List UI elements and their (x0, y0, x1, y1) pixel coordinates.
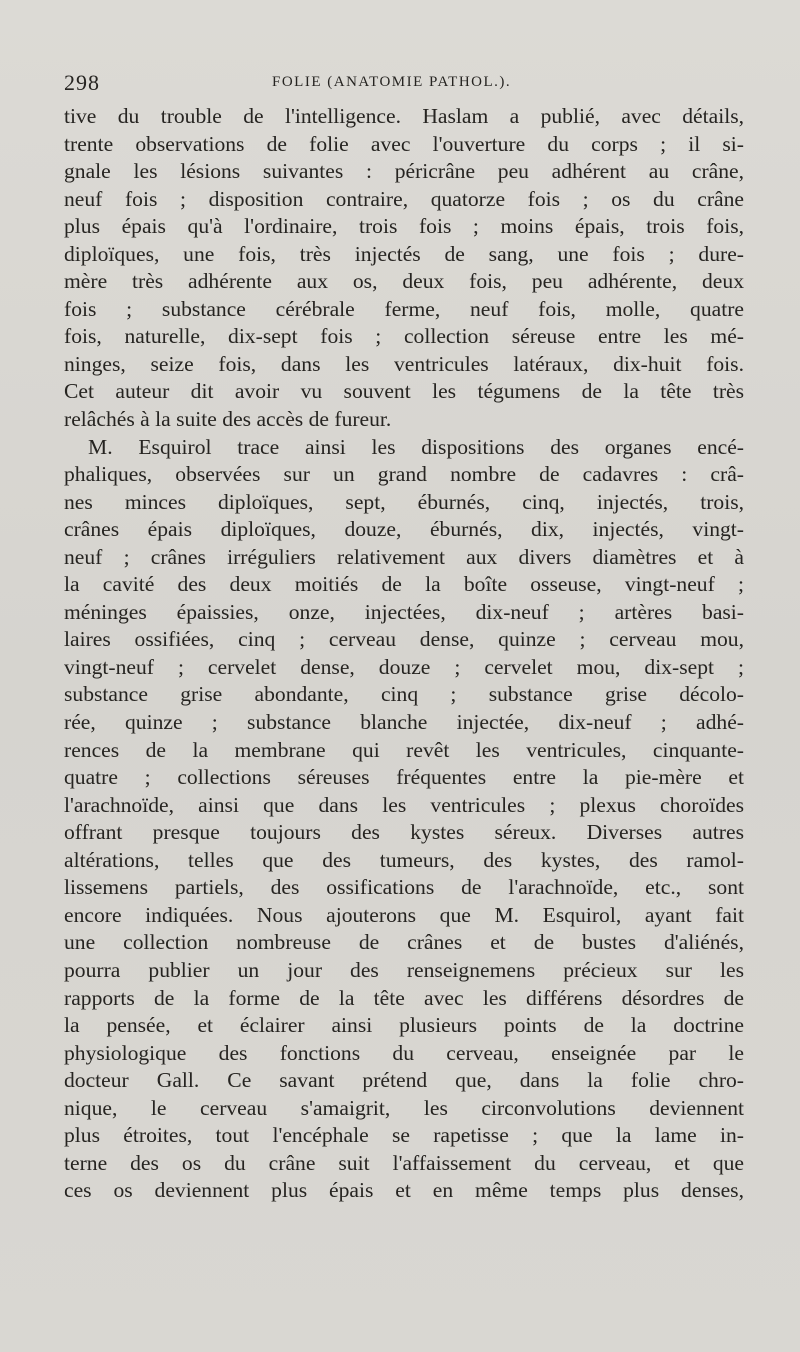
paragraph-start-line: M. Esquirol trace ainsi les dispositions des organes encé- (88, 434, 744, 459)
text-line: rences de la membrane qui revêt les ventricules, cinquante- (64, 737, 744, 762)
text-line: offrant presque toujours des kystes séreux. Diverses autres (64, 820, 744, 845)
text-line: rapports de la forme de la tête avec les différens désordres de (64, 985, 744, 1010)
text-line: ces os deviennent plus épais et en même temps plus denses, (64, 1178, 744, 1203)
text-line: neuf ; crânes irréguliers relativement aux divers diamètres et à (64, 544, 744, 569)
text-line: neuf fois ; disposition contraire, quatorze fois ; os du crâne (64, 186, 744, 211)
text-line: docteur Gall. Ce savant prétend que, dans la folie chro- (64, 1068, 744, 1093)
text-line: terne des os du crâne suit l'affaissement du cerveau, et que (64, 1150, 744, 1175)
text-line: l'arachnoïde, ainsi que dans les ventricules ; plexus choroïdes (64, 792, 744, 817)
text-line: trente observations de folie avec l'ouverture du corps ; il si- (64, 131, 744, 156)
text-line: diploïques, une fois, très injectés de sang, une fois ; dure- (64, 241, 744, 266)
page-header (64, 70, 744, 100)
text-line: encore indiquées. Nous ajouterons que M. Esquirol, ayant fait (64, 902, 744, 927)
text-line: phaliques, observées sur un grand nombre de cadavres : crâ- (64, 462, 744, 487)
text-line: fois, naturelle, dix-sept fois ; collection séreuse entre les mé- (64, 324, 744, 349)
text-line: substance grise abondante, cinq ; substance grise décolo- (64, 682, 744, 707)
text-line: nes minces diploïques, sept, éburnés, cinq, injectés, trois, (64, 489, 744, 514)
text-line: physiologique des fonctions du cerveau, enseignée par le (64, 1040, 744, 1065)
text-line: crânes épais diploïques, douze, éburnés, dix, injectés, vingt- (64, 517, 744, 542)
text-line: fois ; substance cérébrale ferme, neuf fois, molle, quatre (64, 296, 744, 321)
text-line: laires ossifiées, cinq ; cerveau dense, quinze ; cerveau mou, (64, 627, 744, 652)
text-line: la cavité des deux moitiés de la boîte osseuse, vingt-neuf ; (64, 572, 744, 597)
text-line: méninges épaissies, onze, injectées, dix-neuf ; artères basi- (64, 599, 744, 624)
text-line: Cet auteur dit avoir vu souvent les tégumens de la tête très (64, 379, 744, 404)
paragraph-end-line: relâchés à la suite des accès de fureur. (64, 407, 392, 432)
text-line: nique, le cerveau s'amaigrit, les circonvolutions deviennent (64, 1095, 744, 1120)
text-line: lissemens partiels, des ossifications de l'arachnoïde, etc., sont (64, 875, 744, 900)
page-number: 298 (64, 70, 100, 95)
text-line: gnale les lésions suivantes : péricrâne peu adhérent au crâne, (64, 159, 744, 184)
text-line: vingt-neuf ; cervelet dense, douze ; cervelet mou, dix-sept ; (64, 654, 744, 679)
text-line: mère très adhérente aux os, deux fois, peu adhérente, deux (64, 269, 744, 294)
text-line: quatre ; collections séreuses fréquentes entre la pie-mère et (64, 765, 744, 790)
text-line: une collection nombreuse de crânes et de bustes d'aliénés, (64, 930, 744, 955)
body-text (64, 103, 744, 1205)
text-line: la pensée, et éclairer ainsi plusieurs points de la doctrine (64, 1013, 744, 1038)
text-line: plus épais qu'à l'ordinaire, trois fois ; moins épais, trois fois, (64, 214, 744, 239)
text-line: altérations, telles que des tumeurs, des kystes, des ramol- (64, 847, 744, 872)
text-line: tive du trouble de l'intelligence. Haslam a publié, avec détails, (64, 104, 744, 128)
text-line: pourra publier un jour des renseignemens précieux sur les (64, 957, 744, 982)
text-line: plus étroites, tout l'encéphale se rapetisse ; que la lame in- (64, 1123, 744, 1148)
running-title: FOLIE (ANATOMIE PATHOL.). (272, 74, 512, 90)
text-line: rée, quinze ; substance blanche injectée, dix-neuf ; adhé- (64, 710, 744, 735)
text-line: ninges, seize fois, dans les ventricules latéraux, dix-huit fois. (64, 351, 744, 376)
